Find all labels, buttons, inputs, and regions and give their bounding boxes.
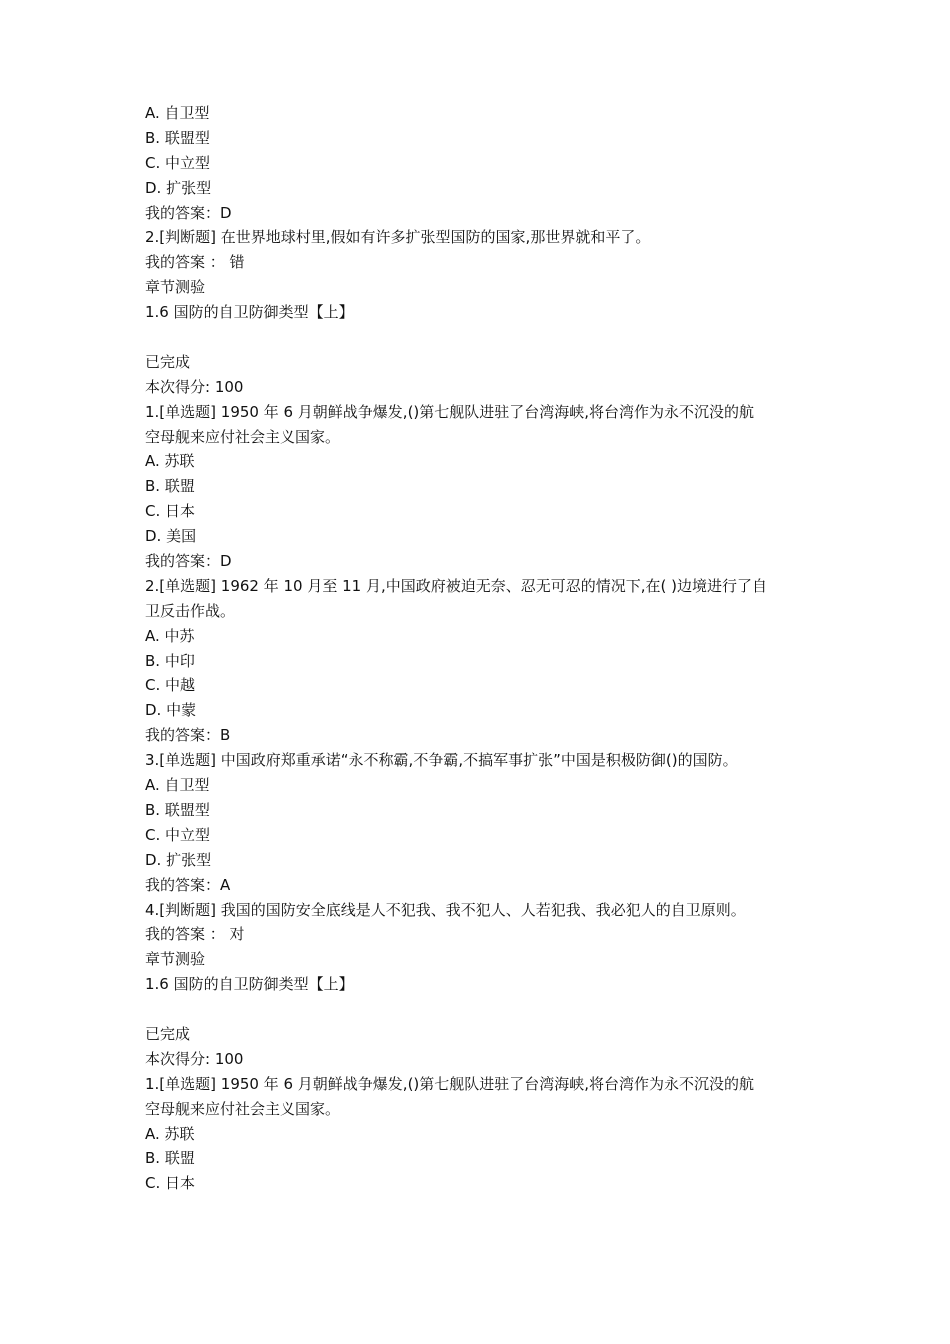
text-line: 本次得分: 100 xyxy=(145,377,244,396)
text-line: C. 日本 xyxy=(145,1174,196,1193)
text-line: 空母舰来应付社会主义国家。 xyxy=(145,1099,341,1118)
text-line: B. 联盟 xyxy=(145,1149,195,1168)
text-line: 我的答案：D xyxy=(145,203,232,222)
text-line: 空母舰来应付社会主义国家。 xyxy=(145,427,341,446)
text-line: B. 联盟型 xyxy=(145,128,210,147)
text-line: A. 自卫型 xyxy=(145,104,210,122)
text-line: B. 中印 xyxy=(145,651,195,670)
text-line xyxy=(145,325,815,350)
text-line: C. 日本 xyxy=(145,502,196,521)
text-line: 我的答案：D xyxy=(145,552,232,571)
text-line: D. 美国 xyxy=(145,527,197,546)
text-line: 我的答案 ： 错 xyxy=(145,253,245,272)
text-line: 3.[单选题] 中国政府郑重承诺“永不称霸,不争霸,不搞军事扩张”中国是积极防御()的国防。 xyxy=(145,751,738,770)
text-line: 1.6 国防的自卫防御类型【上】 xyxy=(145,303,354,322)
text-line: B. 联盟 xyxy=(145,477,195,496)
text-line: 1.[单选题] 1950 年 6 月朝鲜战争爆发,()第七舰队进驻了台湾海峡,将台湾作为永不沉没的航 xyxy=(145,1074,755,1093)
text-line xyxy=(145,997,815,1022)
text-line: 2.[单选题] 1962 年 10 月至 11 月,中国政府被迫无奈、忍无可忍的情况下,在( )边境进行了自 xyxy=(145,576,767,595)
document-body xyxy=(145,101,815,1196)
text-line: B. 联盟型 xyxy=(145,800,210,819)
text-line: C. 中立型 xyxy=(145,153,211,172)
text-line: D. 扩张型 xyxy=(145,850,212,869)
text-line: A. 自卫型 xyxy=(145,776,210,795)
text-line: A. 苏联 xyxy=(145,1124,195,1143)
text-line: 我的答案：A xyxy=(145,875,231,894)
text-line: A. 中苏 xyxy=(145,626,195,645)
text-line: D. 扩张型 xyxy=(145,178,212,197)
text-line: 4.[判断题] 我国的国防安全底线是人不犯我、我不犯人、人若犯我、我必犯人的自卫原则。 xyxy=(145,900,746,919)
text-line: 章节测验 xyxy=(145,278,206,297)
text-line: D. 中蒙 xyxy=(145,701,197,720)
text-line: 已完成 xyxy=(145,352,191,371)
text-line: 我的答案 ： 对 xyxy=(145,925,245,944)
text-line: 1.6 国防的自卫防御类型【上】 xyxy=(145,975,354,994)
text-line: 1.[单选题] 1950 年 6 月朝鲜战争爆发,()第七舰队进驻了台湾海峡,将台湾作为永不沉没的航 xyxy=(145,402,755,421)
text-line: 已完成 xyxy=(145,1024,191,1043)
text-line: C. 中立型 xyxy=(145,825,211,844)
text-line: 本次得分: 100 xyxy=(145,1049,244,1068)
text-line: 我的答案：B xyxy=(145,726,231,745)
text-line: C. 中越 xyxy=(145,676,196,695)
text-line: 卫反击作战。 xyxy=(145,601,236,620)
text-line: 章节测验 xyxy=(145,950,206,969)
text-line: 2.[判断题] 在世界地球村里,假如有许多扩张型国防的国家,那世界就和平了。 xyxy=(145,228,651,247)
text-line: A. 苏联 xyxy=(145,452,195,471)
